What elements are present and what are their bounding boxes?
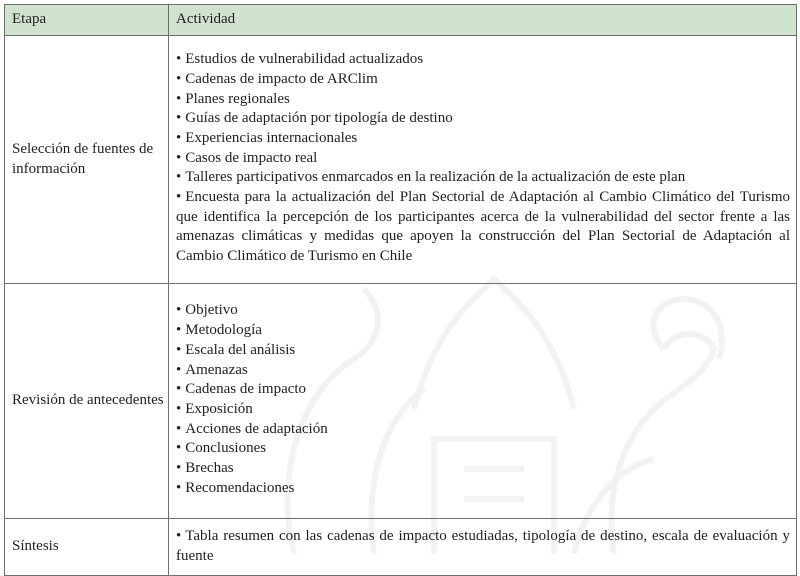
list-item bbox=[176, 188, 790, 267]
table-row bbox=[5, 284, 797, 519]
list-item-text: Conclusiones bbox=[185, 440, 267, 457]
bullet-icon: • bbox=[176, 479, 182, 496]
bullet-icon: • bbox=[176, 528, 182, 545]
list-item-text: Experiencias internacionales bbox=[185, 129, 358, 146]
list-item bbox=[176, 400, 790, 420]
list-item-text: Amenazas bbox=[185, 361, 248, 378]
header-etapa: Etapa bbox=[5, 5, 169, 36]
activity-list bbox=[176, 301, 790, 498]
list-item-text: Casos de impacto real bbox=[185, 149, 318, 166]
list-item bbox=[176, 149, 790, 169]
list-item bbox=[176, 527, 790, 566]
list-item bbox=[176, 109, 790, 129]
bullet-icon: • bbox=[176, 341, 182, 358]
list-item-text: Guías de adaptación por tipología de destino bbox=[185, 110, 453, 127]
bullet-icon: • bbox=[176, 51, 182, 68]
list-item bbox=[176, 70, 790, 90]
bullet-icon: • bbox=[176, 460, 182, 477]
list-item bbox=[176, 380, 790, 400]
list-item-text: Objetivo bbox=[185, 302, 238, 319]
list-item bbox=[176, 321, 790, 341]
table-row bbox=[5, 36, 797, 284]
list-item bbox=[176, 420, 790, 440]
bullet-icon: • bbox=[176, 169, 182, 186]
list-item-text: Recomendaciones bbox=[185, 479, 295, 496]
bullet-icon: • bbox=[176, 129, 182, 146]
list-item-text: Talleres participativos enmarcados en la realización de la actualización de este plan bbox=[185, 169, 686, 186]
bullet-icon: • bbox=[176, 401, 182, 417]
list-item bbox=[176, 361, 790, 381]
actividad-cell bbox=[169, 284, 797, 519]
activity-list bbox=[176, 50, 790, 267]
list-item-text: Escala del análisis bbox=[185, 341, 296, 358]
etapa-cell: Selección de fuentes de información bbox=[5, 36, 169, 284]
list-item bbox=[176, 168, 790, 188]
etapa-cell: Síntesis bbox=[5, 519, 169, 576]
list-item bbox=[176, 479, 790, 499]
bullet-icon: • bbox=[176, 149, 182, 166]
list-item-text: Acciones de adaptación bbox=[185, 420, 328, 437]
list-item bbox=[176, 341, 790, 361]
actividad-cell bbox=[169, 519, 797, 576]
list-item bbox=[176, 50, 790, 70]
list-item-text: Metodología bbox=[185, 322, 262, 339]
activities-table bbox=[4, 4, 797, 576]
list-item bbox=[176, 129, 790, 149]
bullet-icon: • bbox=[176, 440, 182, 457]
actividad-cell bbox=[169, 36, 797, 284]
table-row bbox=[5, 519, 797, 576]
list-item bbox=[176, 301, 790, 321]
etapa-cell: Revisión de antecedentes bbox=[5, 284, 169, 519]
bullet-icon: • bbox=[176, 361, 182, 378]
bullet-icon: • bbox=[176, 70, 182, 87]
bullet-icon: • bbox=[176, 322, 182, 339]
list-item-text: Tabla resumen con las cadenas de impacto estudiadas, tipología de destino, escala de evaluación y fuente bbox=[176, 528, 790, 564]
header-row bbox=[5, 5, 797, 36]
list-item-text: Encuesta para la actualización del Plan Sectorial de Adaptación al Cambio Climático del Turismo que identifica la percepción de los participantes acerca de la vulnerabilidad del sector frente a las amenazas climáticas y medidas que apoyen la construcción del Plan Sectorial de Adaptación al Cambio Climático de Turismo en Chile bbox=[176, 189, 790, 265]
header-actividad: Actividad bbox=[169, 5, 797, 36]
list-item-text: Exposición bbox=[185, 401, 253, 417]
list-item-text: Planes regionales bbox=[185, 90, 290, 107]
document-page bbox=[4, 4, 796, 564]
list-item bbox=[176, 439, 790, 459]
list-item-text: Cadenas de impacto de ARClim bbox=[185, 70, 378, 87]
list-item bbox=[176, 459, 790, 479]
bullet-icon: • bbox=[176, 110, 182, 127]
bullet-icon: • bbox=[176, 189, 182, 206]
list-item-text: Estudios de vulnerabilidad actualizados bbox=[185, 51, 424, 68]
bullet-icon: • bbox=[176, 420, 182, 437]
list-item bbox=[176, 90, 790, 110]
bullet-icon: • bbox=[176, 90, 182, 107]
bullet-icon: • bbox=[176, 381, 182, 398]
bullet-icon: • bbox=[176, 302, 182, 319]
list-item-text: Brechas bbox=[185, 460, 234, 477]
activity-list bbox=[176, 527, 790, 566]
list-item-text: Cadenas de impacto bbox=[185, 381, 307, 398]
